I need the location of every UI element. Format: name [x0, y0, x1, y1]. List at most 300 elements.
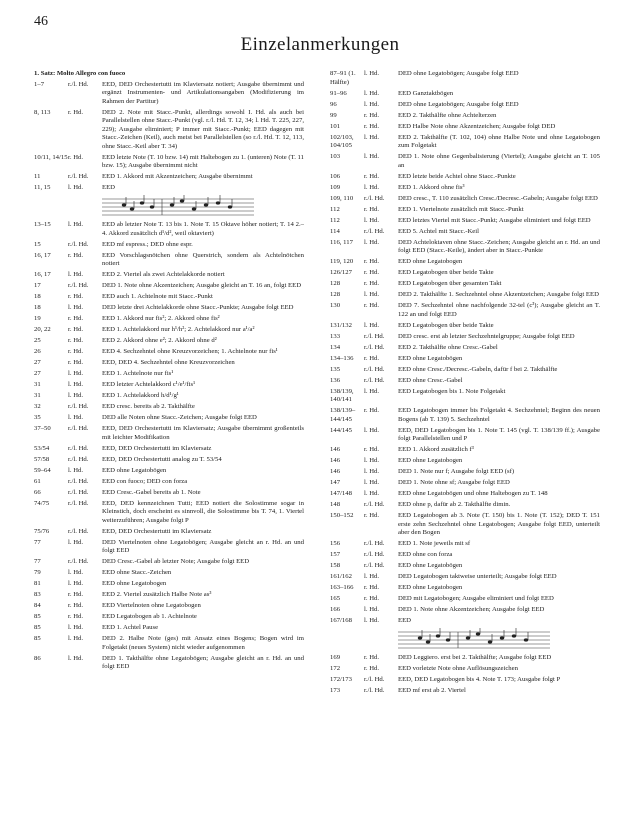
bar-number: 146: [330, 468, 341, 475]
bar-number: 101: [330, 122, 341, 130]
bar-number: 128: [330, 280, 341, 287]
bar-number: 81: [34, 580, 41, 587]
entry-row: [330, 184, 600, 193]
entry-description: EED, DED Orchestertutti im Klaviersatz: [102, 527, 212, 535]
staff-label: r. Hd.: [68, 602, 84, 609]
entry-row: [34, 282, 304, 291]
entry-description: EED Vorschlagsnötchen ohne Querstrich, sondern als Achtelnötchen notiert: [102, 251, 304, 267]
entry-description: EED auch 1. Achtelnote mit Stacc.-Punkt: [102, 293, 213, 300]
staff-label: r./l. Hd.: [364, 540, 385, 547]
entry-row: [330, 228, 600, 237]
bar-number: 77: [34, 538, 41, 546]
entry-row: [330, 595, 600, 604]
bar-number: 167/168: [330, 617, 352, 624]
bar-number: 163–166: [330, 584, 354, 591]
staff-label: l. Hd.: [68, 635, 84, 642]
entry-description: DED 2. Takthälfte 1. Sechzehntel ohne Akzentzeichen; Ausgabe folgt EED: [398, 291, 599, 298]
staff-label: l. Hd.: [364, 468, 380, 475]
entry-description: EED Ganztaktbögen: [398, 89, 454, 97]
entry-row: [34, 602, 304, 611]
entry-description: DED 1. Note ohne sf; Ausgabe folgt EED: [398, 479, 510, 486]
bar-number: 116, 117: [330, 238, 353, 246]
bar-number: 126/127: [330, 269, 352, 276]
entry-description: EED 1. Akkord mit Akzentzeichen; Ausgabe übernimmt: [102, 173, 253, 180]
entry-row: [330, 654, 600, 663]
staff-label: l. Hd.: [68, 392, 84, 399]
bar-number: 146: [330, 457, 341, 464]
bar-number: 74/75: [34, 499, 50, 507]
staff-label: r. Hd.: [68, 348, 84, 355]
entry-row: [330, 112, 600, 121]
staff-label: r. Hd.: [364, 172, 380, 180]
bar-number: 59–64: [34, 466, 51, 474]
staff-label: l. Hd.: [364, 183, 380, 191]
bar-number: 11: [34, 173, 41, 180]
staff-label: r. Hd.: [68, 591, 84, 598]
bar-number: 144/145: [330, 426, 352, 434]
entry-row: [34, 528, 304, 537]
bar-number: 31: [34, 392, 41, 399]
entry-description: EED ohne Legatobögen und ohne Haltebogen zu T. 148: [398, 490, 548, 497]
staff-label: l. Hd.: [364, 216, 380, 224]
bar-number: 99: [330, 111, 337, 119]
bar-number: 136: [330, 376, 341, 384]
staff-label: r./l. Hd.: [364, 332, 385, 340]
staff-label: l. Hd.: [364, 100, 380, 108]
bar-number: 18: [34, 293, 41, 300]
bar-number: 10/11, 14/15: [34, 153, 68, 161]
entry-description: EED Legatobogen bis 1. Note Folgetakt: [398, 387, 506, 395]
entry-row: [34, 539, 304, 556]
entry-description: EED, DED Orchestertutti im Klaviersatz notiert; Ausgabe übernimmt und ergänzt Instrumenten- und Artikulationsangaben (Modifizierung im Rahmen der Partitur): [102, 80, 304, 105]
entry-row: [34, 304, 304, 313]
staff-label: r. Hd.: [364, 584, 380, 591]
entry-row: [330, 377, 600, 386]
bar-number: 138/139, 140/141: [330, 387, 354, 403]
bar-number: 16, 17: [34, 251, 51, 259]
bar-number: 8, 113: [34, 108, 51, 116]
entry-description: DED cresc. erst ab letzter Sechzehntelgruppe; Ausgabe folgt EED: [398, 332, 575, 340]
entry-description: DED 7. Sechzehntel ohne nachfolgende 32-tel (c³); Ausgabe gleicht an T. 122 an und folgt EED: [398, 302, 600, 318]
entry-description: EED Halbe Note ohne Akzentzeichen; Ausgabe folgt DED: [398, 122, 556, 130]
entry-row: [330, 217, 600, 226]
entry-description: EED, DED 4. Sechzehntel ohne Kreuzvorzeichen: [102, 359, 235, 366]
entry-row: [34, 655, 304, 672]
entry-row: [330, 134, 600, 151]
entry-row: [330, 322, 600, 331]
staff-label: r. Hd.: [364, 269, 380, 276]
entry-description: EED Legatobogen immer bis Folgetakt 4. Sechzehntel; Beginn des neuen Bogens (ab T. 139) 5. Sechzehntel: [398, 407, 600, 423]
staff-label: r. Hd.: [364, 205, 380, 213]
staff-label: r. Hd.: [364, 258, 380, 265]
staff-label: l. Hd.: [68, 580, 84, 587]
entry-row: [34, 569, 304, 578]
bar-number: 20, 22: [34, 326, 51, 333]
entry-description: DED 2. Note mit Stacc.-Punkt, allerdings sowohl I. Hd. als auch bei Parallelstellen ohne Stacc.-Punkt (vgl. r./l. Hd. T. 12, 34; l. Hd. T. 225, 227, 229); Ausgabe eliminiert; P immer mit Stacc.-Punkt; EED dagegen mit Stacc.-Zeichen (Keil), auch meist bei Parallelstellen (so r./l. Hd. T. 12, 113, ohne Stacc.-Keil aber T. 34): [102, 108, 304, 150]
entry-row: [330, 479, 600, 488]
entry-row: [330, 687, 600, 696]
bar-number: 147: [330, 479, 341, 486]
entry-row: [330, 269, 600, 278]
entry-row: [330, 562, 600, 571]
entry-row: [34, 326, 304, 335]
entry-description: DED 1. Note nur f; Ausgabe folgt EED (sf): [398, 468, 515, 475]
entry-row: [330, 490, 600, 499]
bar-number: 130: [330, 302, 341, 309]
entry-row: [330, 446, 600, 455]
entry-row: [34, 613, 304, 622]
staff-label: r. Hd.: [68, 337, 84, 344]
entry-row: [34, 315, 304, 324]
entry-description: EED ohne p, dafür ab 2. Takthälfte dimin.: [398, 501, 511, 508]
bar-number: 84: [34, 602, 41, 609]
staff-label: r./l. Hd.: [364, 343, 385, 351]
staff-label: r./l. Hd.: [364, 365, 385, 373]
staff-label: l. Hd.: [68, 221, 84, 228]
bar-number: 37–50: [34, 425, 51, 432]
staff-label: r. Hd.: [68, 251, 84, 259]
bar-number: 79: [34, 569, 41, 576]
entry-description: DED Viertelnoten ohne Legatobögen; Ausgabe gleicht an r. Hd. an und folgt EED: [102, 538, 304, 554]
bar-number: 18: [34, 304, 41, 311]
entry-description: DED Achteloktaven ohne Stacc.-Zeichen; Ausgabe gleicht an r. Hd. an und folgt EED (Stacc.-Keile), ändert aber in Stacc.-Punkte: [398, 238, 600, 254]
staff-label: r. Hd.: [364, 354, 380, 362]
bar-number: 103: [330, 153, 341, 160]
staff-label: l. Hd.: [364, 457, 380, 464]
bar-number: 32: [34, 403, 41, 410]
entry-description: EED, DED Orchestertutti analog zu T. 53/54: [102, 455, 222, 463]
bar-number: 112: [330, 205, 340, 213]
bar-number: 135: [330, 365, 341, 373]
entry-row: [330, 280, 600, 289]
entry-row: [330, 540, 600, 549]
staff-label: l. Hd.: [68, 304, 84, 311]
bar-number: 112: [330, 216, 340, 224]
entry-description: EED ab letzter Note T. 13 bis 1. Note T. 15 Oktave höher notiert; T. 14 2.–4. Akkord zusätzlich d¹/d², weil oktaviert): [102, 221, 304, 237]
staff-label: l. Hd.: [364, 70, 380, 77]
bar-number: 61: [34, 477, 41, 485]
bar-number: 106: [330, 172, 341, 180]
entry-description: EED mf erst ab 2. Viertel: [398, 687, 466, 694]
staff-label: r. Hd.: [68, 613, 84, 620]
staff-label: r./l. Hd.: [68, 527, 89, 535]
staff-label: r./l. Hd.: [68, 488, 89, 496]
staff-label: r./l. Hd.: [68, 240, 89, 248]
bar-number: 147/148: [330, 490, 352, 497]
entry-description: EED ohne Legatobogen: [398, 258, 463, 265]
section-heading: 1. Satz: Molto Allegro con fuoco: [34, 70, 126, 77]
entry-row: [330, 302, 600, 319]
entry-description: EED 1. Achtelnote nur fis¹: [102, 370, 174, 377]
staff-label: r. Hd.: [68, 315, 84, 322]
entry-description: DED ohne Legatobögen; Ausgabe folgt EED: [398, 100, 519, 108]
entry-description: EED Legatobogen über beide Takte: [398, 269, 494, 276]
page-number: 46: [34, 14, 48, 29]
entry-description: EED 4. Sechzehntel ohne Kreuzvorzeichen; 1. Achtelnote nur fis¹: [102, 348, 278, 355]
entry-description: EED, DED Legatobogen bis 4. Note T. 173; Ausgabe folgt P: [398, 676, 561, 683]
bar-number: 86: [34, 654, 41, 662]
entry-description: EED 5. Achtel mit Stacc.-Keil: [398, 227, 479, 235]
staff-label: r./l. Hd.: [68, 425, 89, 432]
staff-label: r. Hd.: [68, 359, 84, 366]
entry-row: [34, 478, 304, 487]
bar-number: 19: [34, 315, 41, 322]
right-entries: [330, 70, 600, 696]
entry-description: EED letztes Viertel mit Stacc.-Punkt; Ausgabe eliminiert und folgt EED: [398, 216, 591, 224]
entry-row: [34, 293, 304, 302]
entry-row: [34, 500, 304, 526]
entry-row: [330, 501, 600, 510]
entry-row: [330, 366, 600, 375]
staff-label: r. Hd.: [364, 111, 380, 119]
entry-row: [34, 403, 304, 412]
entry-row: [34, 370, 304, 379]
staff-label: r. Hd.: [364, 595, 380, 602]
entry-row: [34, 109, 304, 152]
entry-row: [34, 241, 304, 250]
bar-number: 83: [34, 591, 41, 598]
entry-description: EED ohne Legatobogen: [102, 580, 167, 587]
entry-description: EED Viertelnoten ohne Legatobogen: [102, 602, 201, 609]
page-title: Einzelanmerkungen: [240, 34, 400, 55]
entry-description: EED 2. Viertel zusätzlich Halbe Note as³: [102, 591, 212, 598]
entry-description: EED 1. Achtel Pause: [102, 624, 159, 631]
entry-row: [34, 359, 304, 368]
staff-label: l. Hd.: [68, 624, 84, 631]
entry-description: EED 1. Achtelakkord nur h¹/h²; 2. Achtelakkord nur a¹/a²: [102, 326, 255, 333]
bar-number: 53/54: [34, 444, 50, 452]
entry-row: [34, 154, 304, 171]
entry-row: [330, 344, 600, 353]
entry-row: [34, 184, 304, 219]
entry-row: [34, 392, 304, 401]
entry-row: [330, 195, 600, 204]
entry-description: DED 1. Takthälfte ohne Legatobögen; Ausgabe gleicht an r. Hd. an und folgt EED: [102, 654, 304, 670]
staff-label: l. Hd.: [68, 538, 84, 546]
staff-label: l. Hd.: [68, 271, 84, 278]
entry-row: [330, 206, 600, 215]
entry-description: EED 1. Achtelakkord h/d¹/g¹: [102, 392, 179, 399]
bar-number: 102/103, 104/105: [330, 133, 354, 149]
entry-description: DED letzte drei Achtelakkorde ohne Stacc.-Punkte; Ausgabe folgt EED: [102, 304, 294, 311]
entry-row: [330, 665, 600, 674]
staff-label: l. Hd.: [68, 414, 84, 421]
left-entries: [34, 81, 304, 672]
bar-number: 25: [34, 337, 41, 344]
entry-description: DED Legatobogen taktweise unterteilt; Ausgabe folgt EED: [398, 573, 557, 580]
entry-description: EED Cresc.-Gabel bereits ab 1. Note: [102, 488, 201, 496]
entry-row: [34, 414, 304, 423]
staff-label: r. Hd.: [364, 654, 380, 661]
entry-row: [34, 558, 304, 567]
entry-description: EED ohne Legatobogen: [398, 584, 463, 591]
bar-number: 131/132: [330, 321, 352, 329]
staff-label: l. Hd.: [364, 573, 380, 580]
bar-number: 87–91 (1. Hälfte): [330, 70, 356, 86]
bar-number: 91–96: [330, 89, 347, 97]
entry-row: [330, 676, 600, 685]
entry-row: [34, 456, 304, 465]
music-example: [102, 195, 254, 219]
entry-row: [34, 337, 304, 346]
staff-label: r./l. Hd.: [68, 499, 89, 507]
bar-number: 133: [330, 332, 341, 340]
bar-number: 128: [330, 291, 341, 298]
entry-row: [330, 291, 600, 300]
bar-number: 134: [330, 343, 341, 351]
staff-label: r. Hd.: [364, 280, 380, 287]
entry-row: [330, 551, 600, 560]
bar-number: 13–15: [34, 221, 51, 228]
entry-row: [330, 333, 600, 342]
entry-row: [34, 591, 304, 600]
entry-description: EED ohne Legatobogen: [398, 457, 463, 464]
bar-number: 157: [330, 551, 341, 558]
entry-description: EED 2. Viertel als zwei Achtelakkorde notiert: [102, 271, 225, 278]
entry-description: DED Leggiero. erst bei 2. Takthälfte; Ausgabe folgt EED: [398, 654, 552, 661]
bar-number: 66: [34, 488, 41, 496]
entry-row: [34, 580, 304, 589]
bar-number: 148: [330, 501, 341, 508]
entry-row: [34, 81, 304, 107]
entry-description: EED ohne Legatobögen: [398, 354, 463, 362]
bar-number: 77: [34, 558, 41, 565]
staff-label: r./l. Hd.: [364, 687, 385, 694]
staff-label: r./l. Hd.: [68, 455, 89, 463]
entry-description: DED 1. Note ohne Akzentzeichen; Ausgabe gleicht an T. 16 an, folgt EED: [102, 282, 302, 289]
entry-row: [330, 617, 600, 652]
entry-description: DED alle Noten ohne Stacc.-Zeichen; Ausgabe folgt EED: [102, 414, 257, 421]
bar-number: 17: [34, 282, 41, 289]
staff-label: r./l. Hd.: [68, 80, 89, 88]
staff-label: l. Hd.: [68, 569, 84, 576]
staff-label: l. Hd.: [364, 606, 380, 613]
right-column: [330, 70, 600, 698]
entry-description: EED Legatobogen über beide Takte: [398, 321, 494, 329]
entry-description: EED 2. Akkord ohne e²; 2. Akkord ohne d²: [102, 337, 217, 344]
bar-number: 85: [34, 613, 41, 620]
bar-number: 172/173: [330, 676, 352, 683]
bar-number: 161/162: [330, 573, 352, 580]
entry-description: DED 1. Note ohne Akzentzeichen; Ausgabe folgt EED: [398, 606, 545, 613]
staff-label: r. Hd.: [68, 108, 84, 116]
staff-label: r. Hd.: [364, 665, 380, 672]
entry-row: [330, 355, 600, 364]
entry-description: EED 1. Akkord ohne fis³: [398, 183, 465, 191]
entry-row: [34, 467, 304, 476]
entry-description: DED 1. Note ohne Gegenbalisierung (Viertel); Ausgabe gleicht an T. 105 an: [398, 153, 600, 169]
staff-label: l. Hd.: [364, 490, 380, 497]
staff-label: l. Hd.: [364, 291, 380, 298]
staff-label: r. Hd.: [364, 122, 380, 130]
staff-label: r. Hd.: [364, 407, 380, 414]
entry-description: EED letzter Achtelakkord c¹/e¹/fis¹: [102, 381, 196, 388]
entry-description: EED: [398, 617, 600, 652]
staff-label: l. Hd.: [68, 654, 84, 662]
entry-description: EED ohne Legatobögen: [102, 466, 167, 474]
staff-label: r. Hd.: [68, 293, 84, 300]
entry-row: [330, 388, 600, 405]
entry-description: EED 2. Takthälfte ohne Achtelterzen: [398, 111, 497, 119]
entry-row: [330, 407, 600, 424]
entry-description: DED Cresc.-Gabel ab letzter Note; Ausgabe folgt EED: [102, 558, 250, 565]
left-column: [34, 70, 304, 674]
staff-label: r./l. Hd.: [68, 403, 89, 410]
entry-description: EED vorletzte Note ohne Auflösungszeichen: [398, 665, 518, 672]
entry-description: EED ohne Legatobögen: [398, 562, 463, 569]
entry-description: EED ohne Cresc./Decresc.-Gabeln, dafür f bei 2. Takthälfte: [398, 365, 558, 373]
staff-label: l. Hd.: [364, 617, 380, 624]
bar-number: 172: [330, 665, 341, 672]
staff-label: l. Hd.: [364, 238, 380, 246]
entry-row: [330, 584, 600, 593]
bar-number: 114: [330, 227, 340, 235]
staff-label: l. Hd.: [68, 381, 84, 388]
entry-row: [34, 252, 304, 269]
staff-label: r./l. Hd.: [364, 676, 385, 683]
bar-number: 146: [330, 446, 341, 453]
staff-label: r. Hd.: [364, 512, 380, 519]
entry-description: EED con fuoco; DED con forza: [102, 477, 188, 485]
entry-row: [34, 173, 304, 182]
entry-row: [34, 271, 304, 280]
entry-row: [330, 427, 600, 444]
entry-description: EED, DED Orchestertutti im Klaviersatz: [102, 444, 212, 452]
entry-description: EED, DED kennzeichnen Tutti; EED notiert die Solostimme sogar in Kleinstich, doch erscheint es sinnvoll, die Solostimme bis T. 74, 1. Viertel weiterzuführen; Ausgabe folgt P: [102, 499, 304, 524]
staff-label: l. Hd.: [364, 89, 380, 97]
entry-description: EED Legatobogen ab 3. Note (T. 150) bis 1. Note (T. 152); DED T. 151 erste zehn Sechzehntel ohne Legatobogen; Ausgabe folgt EED, unterteilt aber den Bogen: [398, 512, 600, 536]
entry-row: [330, 239, 600, 256]
entry-description: EED, DED Orchestertutti im Klaviersatz; Ausgabe übernimmt großenteils mit leichter Modifikation: [102, 425, 304, 441]
staff-label: r./l. Hd.: [68, 558, 89, 565]
bar-number: 85: [34, 635, 41, 642]
staff-label: l. Hd.: [364, 479, 380, 486]
staff-label: l. Hd.: [364, 153, 380, 160]
staff-label: r./l. Hd.: [364, 551, 385, 558]
entry-row: [330, 90, 600, 99]
bar-number: 27: [34, 359, 41, 366]
staff-label: r. Hd.: [364, 446, 380, 453]
bar-number: 16, 17: [34, 271, 51, 278]
bar-number: 138/139–144/145: [330, 407, 356, 423]
staff-label: l. Hd.: [364, 387, 380, 395]
entry-row: [34, 624, 304, 633]
bar-number: 166: [330, 606, 341, 613]
staff-label: l. Hd.: [68, 370, 84, 377]
staff-label: r. Hd.: [68, 153, 84, 161]
staff-label: r./l. Hd.: [364, 194, 385, 202]
entry-row: [330, 70, 600, 87]
entry-description: DED cresc., T. 110 zusätzlich Cresc./Decresc.-Gabeln; Ausgabe folgt EED: [398, 194, 598, 202]
staff-label: r./l. Hd.: [364, 227, 385, 235]
staff-label: r./l. Hd.: [68, 173, 89, 180]
entry-description: EED Legatobogen über gesamten Takt: [398, 280, 502, 287]
staff-label: r./l. Hd.: [364, 376, 385, 384]
bar-number: 134–136: [330, 354, 354, 362]
entry-row: [34, 221, 304, 238]
entry-description: EED 1. Akkord nur fis²; 2. Akkord ohne fis²: [102, 315, 220, 322]
bar-number: 75/76: [34, 527, 50, 535]
entry-row: [330, 101, 600, 110]
bar-number: 156: [330, 540, 341, 547]
entry-row: [330, 512, 600, 538]
bar-number: 150–152: [330, 512, 354, 519]
entry-description: EED letzte Note (T. 10 bzw. 14) mit Haltebogen zu 1. (unteren) Note (T. 11 bzw. 15); Ausgabe übernimmt nicht: [102, 153, 304, 169]
entry-description: EED ohne Stacc.-Zeichen: [102, 569, 172, 576]
entry-description: EED mf espress.; DED ohne espr.: [102, 240, 193, 248]
bar-number: 35: [34, 414, 41, 421]
entry-row: [34, 381, 304, 390]
